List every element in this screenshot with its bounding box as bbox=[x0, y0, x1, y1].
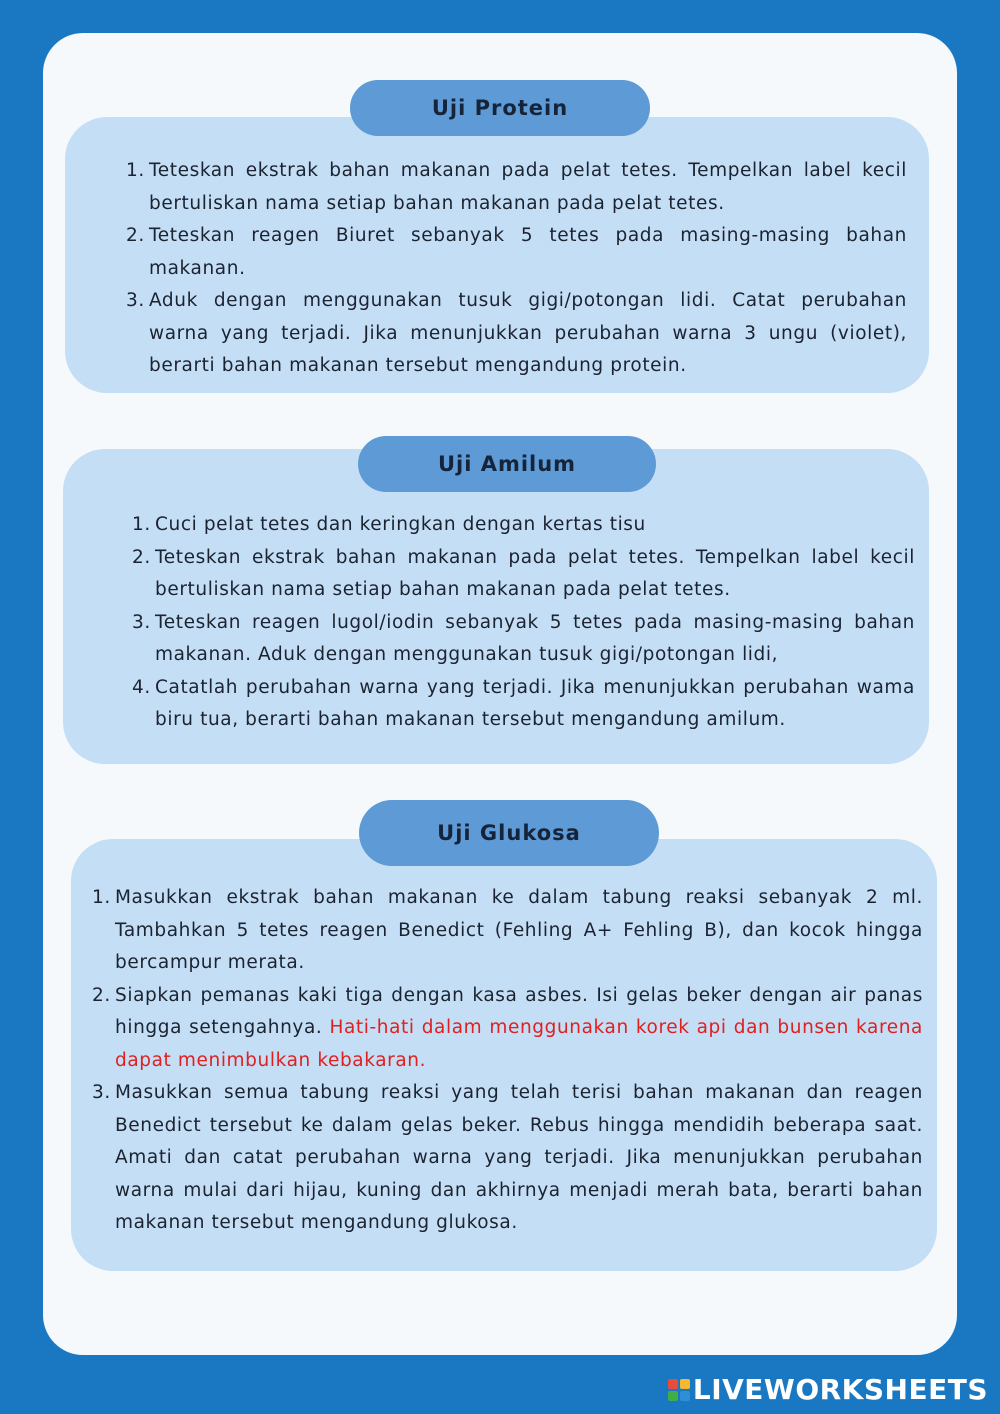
step-text: Aduk dengan menggunakan tusuk gigi/potongan lidi. Catat perubahan warna yang terjadi. Jika menunjukkan perubahan warna 3 ungu (violet), berarti bahan makanan tersebut mengandung protein. bbox=[149, 290, 907, 376]
glucose-test-panel bbox=[71, 839, 937, 1271]
protein-test-panel bbox=[65, 117, 929, 393]
step-text: Cuci pelat tetes dan keringkan dengan kertas tisu bbox=[155, 514, 646, 535]
logo-square bbox=[680, 1379, 690, 1389]
liveworksheets-logo-icon bbox=[668, 1379, 690, 1401]
glucose-step-1 bbox=[92, 882, 923, 980]
step-number: 3. bbox=[132, 611, 151, 633]
protein-test-title: Uji Protein bbox=[350, 80, 650, 136]
protein-step-2 bbox=[126, 220, 907, 285]
step-number: 2. bbox=[92, 984, 111, 1006]
step-number: 4. bbox=[132, 676, 151, 698]
glucose-step-2 bbox=[92, 980, 923, 1078]
glucose-steps-list bbox=[92, 882, 923, 1240]
starch-step-4 bbox=[132, 672, 915, 737]
step-number: 2. bbox=[132, 546, 151, 568]
step-number: 1. bbox=[132, 514, 151, 535]
starch-step-3 bbox=[132, 607, 915, 672]
worksheet-page bbox=[43, 33, 957, 1355]
starch-step-2 bbox=[132, 542, 915, 607]
step-number: 1. bbox=[126, 160, 145, 181]
step-number: 1. bbox=[92, 887, 111, 908]
step-text: Teteskan ekstrak bahan makanan pada pelat tetes. Tempelkan label kecil bertuliskan nama setiap bahan makanan pada pelat tetes. bbox=[149, 160, 907, 214]
step-number: 2. bbox=[126, 225, 145, 246]
step-text: Catatlah perubahan warna yang terjadi. Jika menunjukkan perubahan wama biru tua, berarti bahan makanan tersebut mengandung amilum. bbox=[155, 676, 915, 730]
starch-test-panel bbox=[63, 449, 929, 764]
logo-square bbox=[680, 1391, 690, 1401]
step-number: 3. bbox=[92, 1082, 111, 1103]
logo-square bbox=[668, 1391, 678, 1401]
fire-safety-warning: Hati-hati dalam menggunakan korek api dan bunsen karena dapat menimbulkan kebakaran. bbox=[115, 1017, 923, 1071]
starch-test-title: Uji Amilum bbox=[358, 436, 656, 492]
step-text: Siapkan pemanas kaki tiga dengan kasa asbes. Isi gelas beker dengan air panas hingga setengahnya. bbox=[115, 984, 923, 1038]
glucose-step-3 bbox=[92, 1077, 923, 1240]
step-number: 3. bbox=[126, 290, 145, 311]
protein-step-1 bbox=[126, 155, 907, 220]
brand-name: LIVEWORKSHEETS bbox=[692, 1373, 988, 1406]
protein-step-3 bbox=[126, 285, 907, 383]
starch-step-1 bbox=[132, 509, 915, 542]
liveworksheets-watermark bbox=[668, 1373, 988, 1406]
glucose-test-title: Uji Glukosa bbox=[359, 800, 659, 866]
protein-steps-list bbox=[126, 155, 907, 383]
step-text: Masukkan ekstrak bahan makanan ke dalam tabung reaksi sebanyak 2 ml. Tambahkan 5 tetes reagen Benedict (Fehling A+ Fehling B), dan kocok hingga bercampur merata. bbox=[115, 887, 923, 973]
step-text: Teteskan reagen lugol/iodin sebanyak 5 tetes pada masing-masing bahan makanan. Aduk dengan menggunakan tusuk gigi/potongan lidi, bbox=[155, 611, 915, 665]
logo-square bbox=[668, 1379, 678, 1389]
step-text: Teteskan reagen Biuret sebanyak 5 tetes pada masing-masing bahan makanan. bbox=[149, 225, 907, 279]
step-text: Teteskan ekstrak bahan makanan pada pelat tetes. Tempelkan label kecil bertuliskan nama setiap bahan makanan pada pelat tetes. bbox=[155, 546, 915, 600]
starch-steps-list bbox=[132, 509, 915, 737]
step-text: Masukkan semua tabung reaksi yang telah terisi bahan makanan dan reagen Benedict tersebut ke dalam gelas beker. Rebus hingga mendidih beberapa saat. Amati dan catat perubahan warna yang terjadi. Jika menunjukkan perubahan warna mulai dari hijau, kuning dan akhirnya menjadi merah bata, berarti bahan makanan tersebut mengandung glukosa. bbox=[115, 1082, 923, 1233]
